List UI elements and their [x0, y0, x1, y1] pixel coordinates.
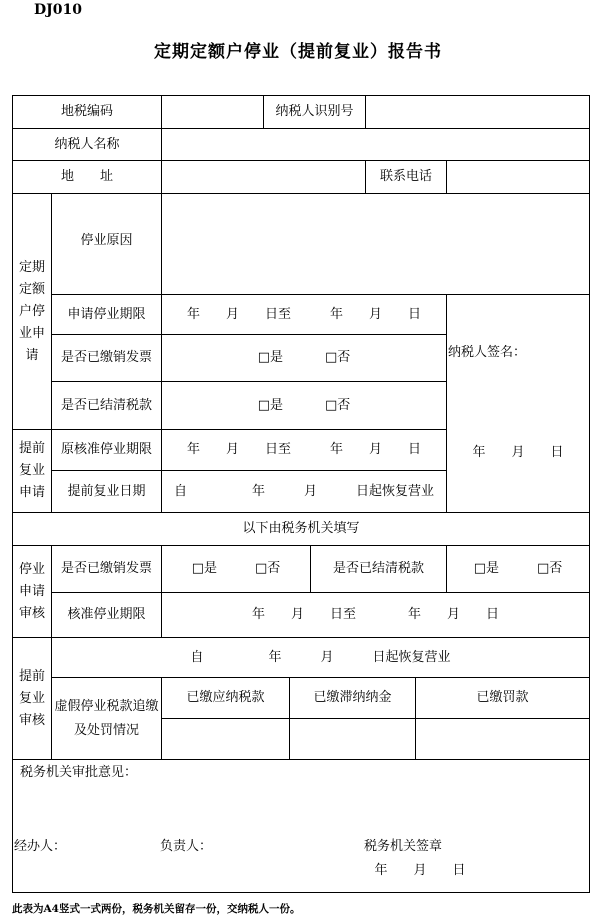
paid-tax-field[interactable]	[162, 719, 289, 759]
original-approved-period-label: 原核准停业期限	[60, 442, 152, 457]
invoice-yes-checkbox[interactable]: □是	[257, 350, 283, 365]
review-approved-period-field[interactable]: 年 月 日至 年 月 日	[251, 607, 499, 622]
approval-opinion-field[interactable]	[13, 784, 589, 834]
footer-note: 此表为A4竖式一式两份，税务机关留存一份，交纳税人一份。	[12, 903, 301, 915]
review-invoice-label: 是否已缴销发票	[60, 561, 152, 576]
taxpayer-signature-label: 纳税人签名：	[448, 345, 527, 360]
review-tax-settled-label: 是否已结清税款	[332, 561, 424, 576]
review-tax-settled-yes-checkbox[interactable]: □是	[473, 561, 499, 576]
review-invoice-no-checkbox[interactable]: □否	[255, 561, 281, 576]
paid-tax-label: 已缴应纳税款	[186, 690, 265, 705]
resume-review-section-label: 提前复业审核	[18, 668, 45, 728]
early-resume-date-label: 提前复业日期	[67, 483, 146, 499]
page-title: 定期定额户停业（提前复业）报告书	[154, 42, 442, 62]
tax-code-label: 地税编码	[60, 104, 113, 119]
suspension-reason-field[interactable]	[162, 194, 589, 294]
responsible-person-label: 负责人：	[160, 839, 213, 854]
early-resume-date-field[interactable]: 自 年 月 日起恢复营业	[173, 483, 434, 499]
requested-period-field[interactable]: 年 月 日至 年 月 日	[186, 306, 421, 322]
late-fee-label: 已缴滞纳纳金	[313, 690, 392, 705]
tax-settled-no-checkbox[interactable]: □否	[325, 397, 351, 413]
taxpayer-id-field[interactable]	[366, 96, 589, 128]
tax-settled-options	[162, 382, 446, 429]
tax-settled-label: 是否已结清税款	[60, 397, 152, 413]
tax-office-section-header: 以下由税务机关填写	[242, 521, 360, 536]
taxpayer-id-label: 纳税人识别号	[275, 104, 354, 119]
suspension-application-section-label: 定期定额户停业申请	[18, 259, 45, 363]
resume-review-date-field[interactable]: 自 年 月 日起恢复营业	[190, 649, 451, 665]
review-invoice-options	[162, 546, 310, 592]
review-tax-settled-no-checkbox[interactable]: □否	[537, 561, 563, 576]
original-approved-period-field[interactable]: 年 月 日至 年 月 日	[186, 442, 421, 457]
taxpayer-signature-date[interactable]: 年 月 日	[472, 445, 564, 460]
review-approved-period-label: 核准停业期限	[67, 607, 146, 622]
review-tax-settled-options	[447, 546, 589, 592]
address-label: 地 址	[60, 169, 113, 184]
phone-field[interactable]	[447, 161, 589, 193]
invoice-cancelled-options	[162, 335, 446, 381]
penalty-field[interactable]	[416, 719, 589, 759]
approval-date[interactable]: 年 月 日	[374, 863, 466, 878]
tax-settled-yes-checkbox[interactable]: □是	[257, 397, 283, 413]
early-resume-section-label: 提前复业申请	[18, 441, 45, 500]
late-fee-field[interactable]	[290, 719, 415, 759]
taxpayer-name-label: 纳税人名称	[54, 136, 120, 152]
tax-office-seal-label: 税务机关签章	[364, 839, 443, 854]
suspension-review-section-label: 停业申请审核	[18, 561, 45, 621]
taxpayer-name-field[interactable]	[162, 129, 589, 160]
phone-label: 联系电话	[379, 169, 432, 184]
address-field[interactable]	[162, 161, 365, 193]
requested-period-label: 申请停业期限	[67, 306, 146, 322]
suspension-reason-label: 停业原因	[80, 233, 133, 248]
invoice-no-checkbox[interactable]: □否	[325, 350, 351, 365]
approval-opinion-label: 税务机关审批意见：	[20, 765, 138, 780]
handler-label: 经办人：	[14, 839, 67, 854]
review-invoice-yes-checkbox[interactable]: □是	[191, 561, 217, 576]
penalty-label: 已缴罚款	[476, 690, 529, 705]
form-code: DJ010	[34, 2, 82, 18]
tax-code-field[interactable]	[162, 96, 263, 128]
invoice-cancelled-label: 是否已缴销发票	[60, 350, 152, 365]
false-suspension-label: 虚假停业税款追缴及处罚情况	[54, 698, 159, 738]
